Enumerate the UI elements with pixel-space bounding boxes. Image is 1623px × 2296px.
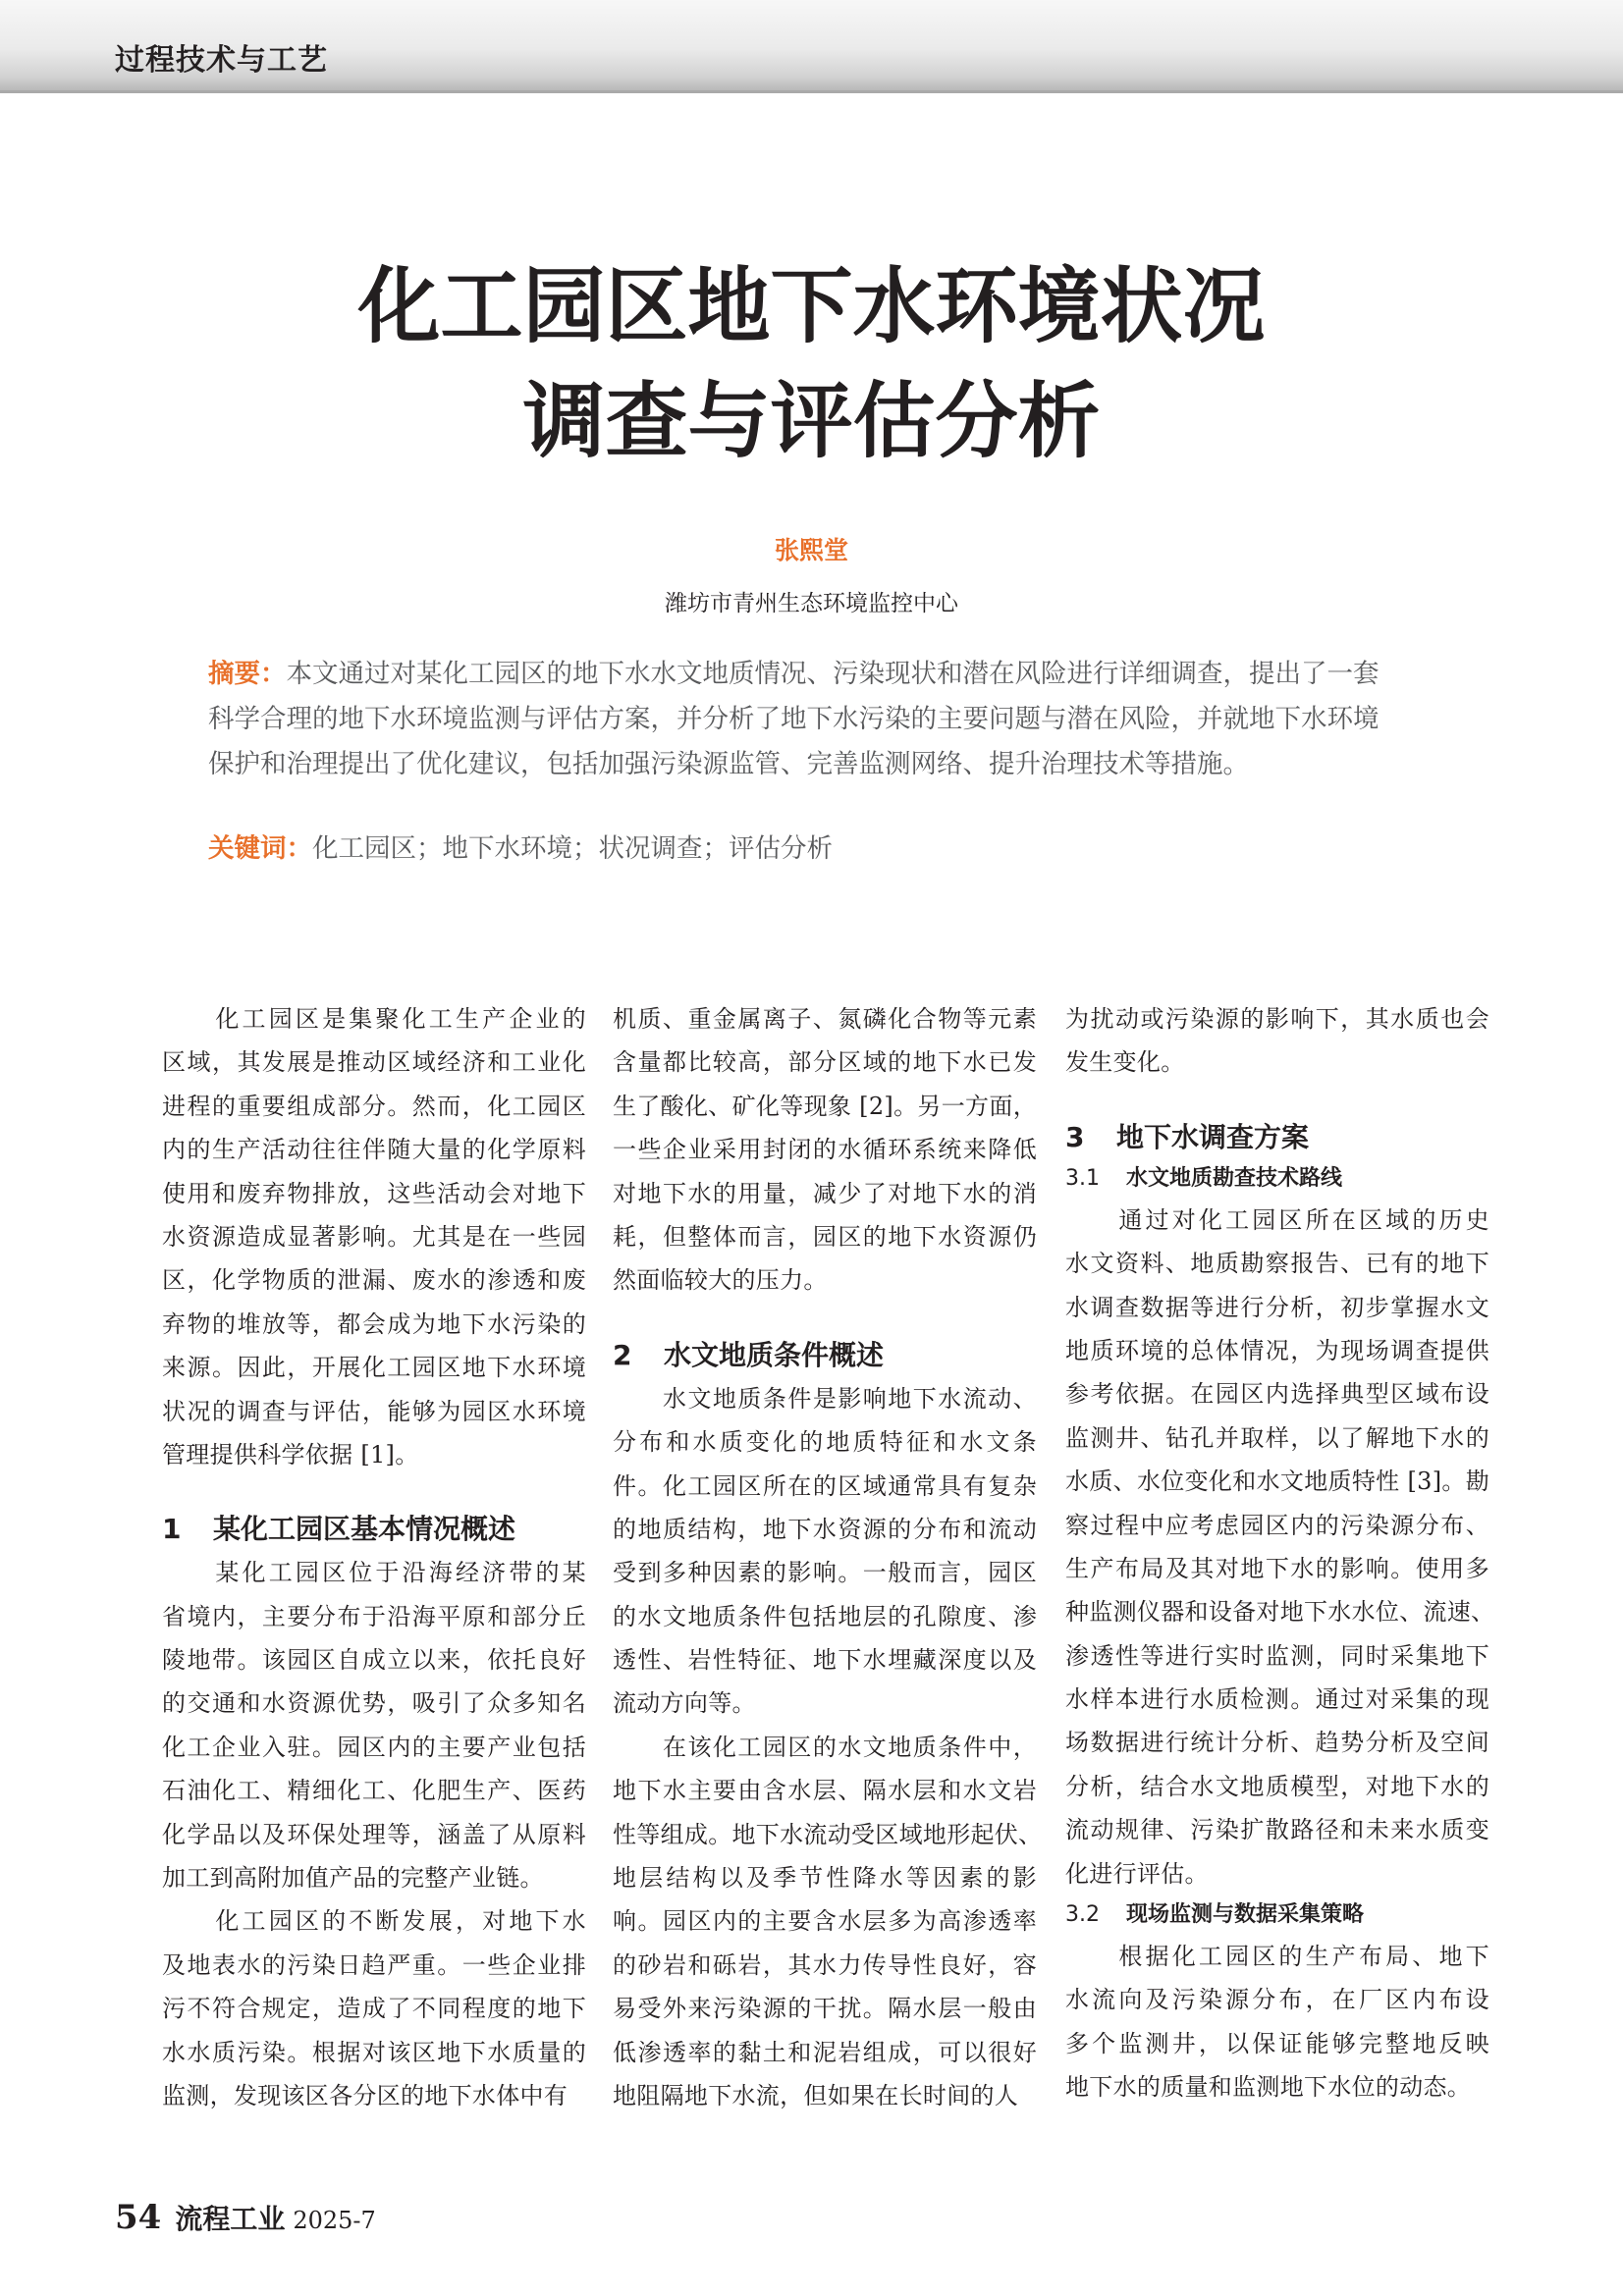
- body-text-line: 的水文地质条件包括地层的孔隙度、渗: [613, 1602, 1037, 1630]
- heading-number: 3.1: [1065, 1165, 1100, 1191]
- body-text-line: 响。园区内的主要含水层多为高渗透率: [613, 1907, 1037, 1936]
- body-text-line: 然面临较大的压力。: [613, 1266, 828, 1295]
- abstract-text: 本文通过对某化工园区的地下水水文地质情况、污染现状和潜在风险进行详细调查，提出了一套: [286, 659, 1380, 689]
- body-text-line: 参考依据。在园区内选择典型区域布设: [1065, 1380, 1489, 1409]
- body-text-line: 化工园区的不断发展，对地下水: [162, 1907, 586, 1936]
- body-text-line: 水水质污染。根据对该区地下水质量的: [162, 2038, 586, 2066]
- article-title-line-2: 调查与评估分析: [522, 373, 1101, 469]
- paragraph-gap: [1065, 1085, 1489, 1116]
- subsection-heading: [1065, 1159, 1489, 1199]
- heading-text: 水文地质勘查技术路线: [1126, 1165, 1343, 1191]
- body-text-line: 化学品以及环保处理等，涵盖了从原料: [162, 1820, 586, 1848]
- body-text-line: 含量都比较高，部分区域的地下水已发: [613, 1048, 1037, 1077]
- abstract-label: 摘要：: [208, 659, 287, 689]
- body-text-line: 区域，其发展是推动区域经济和工业化: [162, 1048, 586, 1077]
- body-text-line: 受到多种因素的影响。一般而言，园区: [613, 1559, 1037, 1587]
- body-text-line: 流动方向等。: [613, 1689, 756, 1718]
- abstract-line: 科学合理的地下水环境监测与评估方案，并分析了地下水污染的主要问题与潜在风险，并就地下水环境: [208, 704, 1380, 734]
- body-text-line: 对地下水的用量，减少了对地下水的消: [613, 1179, 1037, 1207]
- body-text-line: 地层结构以及季节性降水等因素的影: [613, 1864, 1037, 1893]
- body-text-line: 为扰动或污染源的影响下，其水质也会: [1065, 1005, 1489, 1033]
- body-text-line: 件。化工园区所在的区域通常具有复杂: [613, 1471, 1037, 1500]
- body-text-line: 水流向及污染源分布，在厂区内布设: [1065, 1986, 1489, 2014]
- body-text-line: 多个监测井，以保证能够完整地反映: [1065, 2029, 1489, 2057]
- body-text-line: 性等组成。地下水流动受区域地形起伏、: [613, 1820, 1043, 1848]
- heading-text: 水文地质条件概述: [664, 1338, 885, 1371]
- body-text-line: 水资源造成显著影响。尤其是在一些园: [162, 1222, 586, 1251]
- body-text-line: 监测，发现该区各分区的地下水体中有: [162, 2081, 568, 2109]
- body-text-line: 及地表水的污染日趋严重。一些企业排: [162, 1950, 586, 1979]
- body-text-line: 陵地带。该园区自成立以来，依托良好: [162, 1646, 586, 1675]
- heading-number: 1: [162, 1513, 182, 1546]
- body-text-line: 来源。因此，开展化工园区地下水环境: [162, 1354, 586, 1382]
- section-label: 过程技术与工艺: [115, 43, 328, 78]
- page-number: 54: [115, 2198, 162, 2237]
- body-text-line: 状况的调查与评估，能够为园区水环境: [162, 1397, 586, 1425]
- body-text-line: 在该化工园区的水文地质条件中，: [613, 1733, 1037, 1761]
- paragraph-gap: [613, 1303, 1037, 1334]
- body-text-line: 生了酸化、矿化等现象 [2]。另一方面，: [613, 1092, 1037, 1120]
- page-footer: [115, 2198, 376, 2237]
- abstract-line: 保护和治理提出了优化建议，包括加强污染源监管、完善监测网络、提升治理技术等措施。: [208, 749, 1249, 779]
- body-text-line: 分析，结合水文地质模型，对地下水的: [1065, 1772, 1489, 1800]
- article-title-line-1: 化工园区地下水环境状况: [357, 258, 1266, 354]
- author-name: 张熙堂: [774, 536, 848, 564]
- body-text-line: 水文资料、地质勘察报告、已有的地下: [1065, 1250, 1489, 1278]
- body-text-line: 机质、重金属离子、氮磷化合物等元素: [613, 1005, 1037, 1033]
- body-text-line: 一些企业采用封闭的水循环系统来降低: [613, 1136, 1037, 1164]
- body-text-line: 水调查数据等进行分析，初步掌握水文: [1065, 1293, 1489, 1321]
- body-text-line: 生产布局及其对地下水的影响。使用多: [1065, 1554, 1489, 1582]
- body-text-line: 化工企业入驻。园区内的主要产业包括: [162, 1733, 586, 1761]
- body-text-line: 地阻隔地下水流，但如果在长时间的人: [613, 2081, 1019, 2109]
- body-text-line: 察过程中应考虑园区内的污染源分布、: [1065, 1511, 1489, 1539]
- body-text-line: 进程的重要组成部分。然而，化工园区: [162, 1092, 586, 1120]
- body-text-line: 加工到高附加值产品的完整产业链。: [162, 1864, 544, 1893]
- section-heading: [613, 1334, 1037, 1377]
- body-text-line: 易受外来污染源的干扰。隔水层一般由: [613, 1995, 1037, 2023]
- body-text-line: 低渗透率的黏土和泥岩组成，可以很好: [613, 2038, 1037, 2066]
- body-text-line: 化工园区是集聚化工生产企业的: [162, 1005, 586, 1033]
- keywords-label: 关键词：: [208, 833, 312, 864]
- body-text-line: 内的生产活动往往伴随大量的化学原料: [162, 1136, 586, 1164]
- body-text-line: 的交通和水资源优势，吸引了众多知名: [162, 1689, 586, 1718]
- body-text-line: 的地质结构，地下水资源的分布和流动: [613, 1515, 1037, 1543]
- body-text-line: 流动规律、污染扩散路径和未来水质变: [1065, 1816, 1489, 1844]
- body-text-line: 根据化工园区的生产布局、地下: [1065, 1943, 1489, 1971]
- body-text-line: 渗透性等进行实时监测，同时采集地下: [1065, 1641, 1489, 1670]
- body-text-line: 水样本进行水质检测。通过对采集的现: [1065, 1685, 1489, 1714]
- heading-number: 3: [1065, 1120, 1085, 1153]
- abstract-line: [208, 652, 1485, 697]
- section-heading: [1065, 1116, 1489, 1159]
- body-text-line: 场数据进行统计分析、趋势分析及空间: [1065, 1729, 1489, 1757]
- subsection-heading: [1065, 1896, 1489, 1935]
- body-text-line: 种监测仪器和设备对地下水水位、流速、: [1065, 1598, 1495, 1627]
- body-text-line: 管理提供科学依据 [1]。: [162, 1440, 419, 1468]
- body-text-line: 的砂岩和砾岩，其水力传导性良好，容: [613, 1950, 1037, 1979]
- journal-name: 流程工业: [175, 2203, 286, 2235]
- body-text-line: 石油化工、精细化工、化肥生产、医药: [162, 1777, 586, 1805]
- body-text-line: 监测井、钻孔并取样，以了解地下水的: [1065, 1423, 1489, 1452]
- body-text-line: 地下水的质量和监测地下水位的动态。: [1065, 2073, 1472, 2102]
- section-heading: [162, 1508, 586, 1551]
- journal-issue: 2025-7: [293, 2207, 376, 2234]
- body-text-line: 通过对化工园区所在区域的历史: [1065, 1205, 1489, 1234]
- body-text-line: 分布和水质变化的地质特征和水文条: [613, 1428, 1037, 1457]
- body-text-line: 发生变化。: [1065, 1048, 1185, 1077]
- body-text-line: 耗，但整体而言，园区的地下水资源仍: [613, 1222, 1037, 1251]
- author-affiliation: 潍坊市青州生态环境监控中心: [665, 591, 958, 616]
- body-text-line: 区，化学物质的泄漏、废水的渗透和废: [162, 1266, 586, 1295]
- body-text-line: 某化工园区位于沿海经济带的某: [162, 1559, 586, 1587]
- heading-text: 某化工园区基本情况概述: [213, 1513, 516, 1546]
- keywords: [208, 827, 1485, 872]
- body-column-3: [1065, 997, 1495, 2109]
- body-text-line: 省境内，主要分布于沿海平原和部分丘: [162, 1602, 586, 1630]
- body-column-2: [613, 997, 1043, 2117]
- paragraph-gap: [162, 1476, 586, 1508]
- body-text-line: 化进行评估。: [1065, 1859, 1209, 1888]
- keywords-line: [208, 827, 1485, 872]
- body-text-line: 水质、水位变化和水文地质特性 [3]。勘: [1065, 1468, 1489, 1496]
- heading-number: 2: [613, 1338, 632, 1371]
- abstract: [208, 652, 1485, 787]
- body-text-line: 地下水主要由含水层、隔水层和水文岩: [613, 1777, 1037, 1805]
- heading-text: 地下水调查方案: [1116, 1120, 1310, 1153]
- body-text-line: 透性、岩性特征、地下水埋藏深度以及: [613, 1646, 1037, 1675]
- body-text-line: 水文地质条件是影响地下水流动、: [613, 1384, 1037, 1413]
- heading-text: 现场监测与数据采集策略: [1126, 1902, 1365, 1928]
- body-text-line: 弃物的堆放等，都会成为地下水污染的: [162, 1309, 586, 1338]
- body-column-1: [162, 997, 586, 2117]
- heading-number: 3.2: [1065, 1902, 1100, 1928]
- body-text-line: 地质环境的总体情况，为现场调查提供: [1065, 1336, 1489, 1364]
- body-text-line: 使用和废弃物排放，这些活动会对地下: [162, 1179, 586, 1207]
- body-text-line: 污不符合规定，造成了不同程度的地下: [162, 1995, 586, 2023]
- keywords-text: 化工园区；地下水环境；状况调查；评估分析: [312, 833, 833, 864]
